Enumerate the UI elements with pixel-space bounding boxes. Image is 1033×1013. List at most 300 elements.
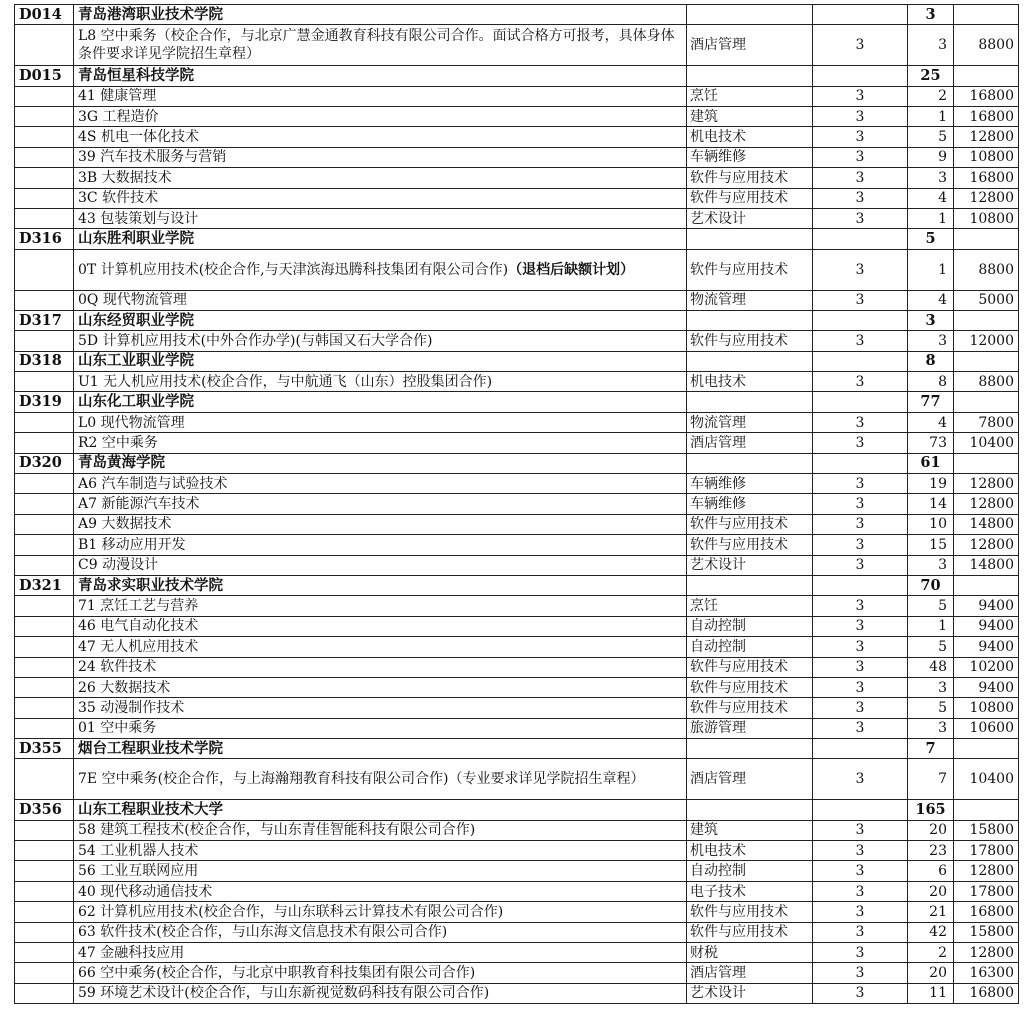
empty-cell [15, 514, 74, 534]
major-category: 车辆维修 [687, 474, 813, 494]
major-name: 01 空中乘务 [78, 720, 157, 737]
school-total-plan: 77 [908, 392, 954, 412]
major-name-cell [74, 820, 687, 840]
major-category: 艺术设计 [687, 208, 813, 228]
plan-count: 4 [908, 188, 954, 208]
study-years: 3 [813, 922, 908, 942]
major-category: 软件与应用技术 [687, 902, 813, 922]
major-name: B1 移动应用开发 [78, 536, 186, 553]
plan-count: 73 [908, 433, 954, 453]
empty-cell [15, 943, 74, 963]
empty-cell [813, 229, 908, 249]
plan-count: 1 [908, 106, 954, 126]
major-category: 物流管理 [687, 412, 813, 432]
major-name-cell [74, 922, 687, 942]
empty-cell [954, 453, 1019, 473]
empty-cell [954, 5, 1019, 25]
major-name: 0Q 现代物流管理 [78, 292, 187, 309]
major-category: 酒店管理 [687, 759, 813, 800]
major-row [15, 494, 1019, 514]
study-years: 3 [813, 25, 908, 66]
school-code: D318 [15, 351, 74, 371]
empty-cell [813, 392, 908, 412]
enrollment-plan-sheet [14, 4, 1018, 1004]
major-row [15, 698, 1019, 718]
empty-cell [15, 922, 74, 942]
major-name: 47 金融科技应用 [78, 944, 185, 961]
tuition-fee: 12800 [954, 943, 1019, 963]
study-years: 3 [813, 249, 908, 290]
major-name-cell [74, 759, 687, 800]
major-name: 41 健康管理 [78, 88, 157, 105]
plan-count: 3 [908, 718, 954, 738]
major-name-cell [74, 698, 687, 718]
major-category: 软件与应用技术 [687, 514, 813, 534]
empty-cell [15, 820, 74, 840]
school-code: D356 [15, 800, 74, 820]
empty-cell [15, 474, 74, 494]
tuition-fee: 16800 [954, 86, 1019, 106]
major-name-cell [74, 637, 687, 657]
study-years: 3 [813, 616, 908, 636]
tuition-fee: 9400 [954, 677, 1019, 697]
empty-cell [687, 453, 813, 473]
major-row [15, 127, 1019, 147]
study-years: 3 [813, 596, 908, 616]
major-name-cell [74, 127, 687, 147]
major-name-cell [74, 596, 687, 616]
school-code: D316 [15, 229, 74, 249]
school-code: D014 [15, 5, 74, 25]
school-row [15, 800, 1019, 820]
school-row [15, 310, 1019, 330]
empty-cell [15, 841, 74, 861]
empty-cell [15, 208, 74, 228]
study-years: 3 [813, 698, 908, 718]
major-name-cell [74, 474, 687, 494]
empty-cell [15, 698, 74, 718]
tuition-fee: 9400 [954, 637, 1019, 657]
plan-count: 21 [908, 902, 954, 922]
plan-count: 5 [908, 637, 954, 657]
tuition-fee: 9400 [954, 616, 1019, 636]
study-years: 3 [813, 902, 908, 922]
study-years: 3 [813, 127, 908, 147]
school-total-plan: 7 [908, 739, 954, 759]
study-years: 3 [813, 637, 908, 657]
plan-count: 3 [908, 555, 954, 575]
plan-count: 1 [908, 249, 954, 290]
tuition-fee: 16800 [954, 168, 1019, 188]
tuition-fee: 16800 [954, 106, 1019, 126]
school-name: 山东胜利职业学院 [74, 229, 687, 249]
major-name-cell [74, 188, 687, 208]
major-name: 63 软件技术(校企合作，与山东海文信息技术有限公司合作) [78, 924, 448, 941]
major-row [15, 188, 1019, 208]
school-name: 青岛恒星科技学院 [74, 66, 687, 86]
major-name-cell [74, 249, 687, 290]
plan-count: 5 [908, 596, 954, 616]
major-name-cell [74, 147, 687, 167]
empty-cell [813, 351, 908, 371]
major-name: R2 空中乘务 [78, 434, 158, 451]
major-name-cell [74, 494, 687, 514]
empty-cell [813, 66, 908, 86]
school-name: 山东经贸职业学院 [74, 310, 687, 330]
study-years: 3 [813, 494, 908, 514]
major-name: 59 环境艺术设计(校企合作，与山东新视觉数码科技有限公司合作) [78, 985, 490, 1002]
school-total-plan: 3 [908, 310, 954, 330]
empty-cell [15, 188, 74, 208]
major-category: 艺术设计 [687, 983, 813, 1003]
major-name: 58 建筑工程技术(校企合作，与山东青佳智能科技有限公司合作) [78, 822, 476, 839]
tuition-fee: 15800 [954, 820, 1019, 840]
major-name-cell [74, 657, 687, 677]
major-row [15, 677, 1019, 697]
school-row [15, 392, 1019, 412]
tuition-fee: 14800 [954, 555, 1019, 575]
study-years: 3 [813, 657, 908, 677]
tuition-fee: 12800 [954, 535, 1019, 555]
major-note: （退档后缺额计划） [508, 261, 635, 278]
major-row [15, 881, 1019, 901]
major-row [15, 412, 1019, 432]
tuition-fee: 10800 [954, 208, 1019, 228]
major-category: 软件与应用技术 [687, 677, 813, 697]
study-years: 3 [813, 555, 908, 575]
study-years: 3 [813, 983, 908, 1003]
major-row [15, 759, 1019, 800]
tuition-fee: 9400 [954, 596, 1019, 616]
major-name: 43 包装策划与设计 [78, 210, 199, 227]
tuition-fee: 10800 [954, 698, 1019, 718]
major-name-cell [74, 290, 687, 310]
major-category: 建筑 [687, 820, 813, 840]
empty-cell [954, 800, 1019, 820]
school-name: 青岛求实职业技术学院 [74, 575, 687, 595]
plan-count: 42 [908, 922, 954, 942]
empty-cell [15, 147, 74, 167]
major-category: 烹饪 [687, 596, 813, 616]
plan-count: 11 [908, 983, 954, 1003]
tuition-fee: 12000 [954, 331, 1019, 351]
study-years: 3 [813, 943, 908, 963]
plan-count: 2 [908, 943, 954, 963]
major-name: 3G 工程造价 [78, 108, 159, 125]
empty-cell [15, 25, 74, 66]
major-name: 62 计算机应用技术(校企合作，与山东联科云计算技术有限公司合作) [78, 903, 504, 920]
school-row [15, 739, 1019, 759]
plan-count: 7 [908, 759, 954, 800]
tuition-fee: 8800 [954, 249, 1019, 290]
tuition-fee: 5000 [954, 290, 1019, 310]
major-name: 35 动漫制作技术 [78, 700, 185, 716]
study-years: 3 [813, 963, 908, 983]
plan-count: 4 [908, 412, 954, 432]
empty-cell [15, 86, 74, 106]
plan-count: 4 [908, 290, 954, 310]
plan-count: 1 [908, 616, 954, 636]
plan-count: 20 [908, 820, 954, 840]
plan-count: 23 [908, 841, 954, 861]
school-name: 山东化工职业学院 [74, 392, 687, 412]
school-total-plan: 3 [908, 5, 954, 25]
empty-cell [15, 535, 74, 555]
major-name: L0 现代物流管理 [78, 414, 185, 431]
major-name: A9 大数据技术 [78, 516, 172, 533]
major-name-cell [74, 535, 687, 555]
major-category: 车辆维修 [687, 147, 813, 167]
empty-cell [15, 718, 74, 738]
school-name: 烟台工程职业技术学院 [74, 739, 687, 759]
major-category: 软件与应用技术 [687, 168, 813, 188]
empty-cell [15, 106, 74, 126]
major-row [15, 596, 1019, 616]
school-total-plan: 25 [908, 66, 954, 86]
major-name: 46 电气自动化技术 [78, 618, 199, 635]
tuition-fee: 7800 [954, 412, 1019, 432]
empty-cell [15, 657, 74, 677]
study-years: 3 [813, 759, 908, 800]
major-name: 71 烹饪工艺与营养 [78, 598, 199, 615]
plan-count: 19 [908, 474, 954, 494]
empty-cell [954, 739, 1019, 759]
plan-count: 3 [908, 168, 954, 188]
plan-count: 9 [908, 147, 954, 167]
empty-cell [15, 555, 74, 575]
tuition-fee: 10200 [954, 657, 1019, 677]
school-total-plan: 8 [908, 351, 954, 371]
major-category: 软件与应用技术 [687, 331, 813, 351]
school-name: 青岛港湾职业技术学院 [74, 5, 687, 25]
major-name: U1 无人机应用技术(校企合作，与中航通飞（山东）控股集团合作) [78, 373, 493, 390]
study-years: 3 [813, 168, 908, 188]
major-category: 车辆维修 [687, 494, 813, 514]
enrollment-plan-table [14, 4, 1019, 1004]
empty-cell [687, 739, 813, 759]
empty-cell [687, 310, 813, 330]
major-name-cell [74, 677, 687, 697]
school-code: D317 [15, 310, 74, 330]
major-category: 机电技术 [687, 841, 813, 861]
major-row [15, 922, 1019, 942]
major-name: 56 工业互联网应用 [78, 863, 199, 880]
tuition-fee: 15800 [954, 922, 1019, 942]
tuition-fee: 17800 [954, 841, 1019, 861]
study-years: 3 [813, 290, 908, 310]
empty-cell [15, 616, 74, 636]
study-years: 3 [813, 86, 908, 106]
major-name: 3C 软件技术 [78, 190, 159, 207]
empty-cell [15, 331, 74, 351]
major-row [15, 820, 1019, 840]
major-category: 电子技术 [687, 881, 813, 901]
major-row [15, 474, 1019, 494]
study-years: 3 [813, 372, 908, 392]
major-row [15, 616, 1019, 636]
school-code: D015 [15, 66, 74, 86]
school-total-plan: 61 [908, 453, 954, 473]
study-years: 3 [813, 331, 908, 351]
study-years: 3 [813, 188, 908, 208]
empty-cell [813, 453, 908, 473]
plan-count: 2 [908, 86, 954, 106]
school-row [15, 351, 1019, 371]
tuition-fee: 16800 [954, 902, 1019, 922]
table-body [15, 5, 1019, 1004]
major-row [15, 535, 1019, 555]
plan-count: 1 [908, 208, 954, 228]
plan-count: 8 [908, 372, 954, 392]
major-name-cell [74, 841, 687, 861]
empty-cell [15, 127, 74, 147]
study-years: 3 [813, 820, 908, 840]
plan-count: 20 [908, 881, 954, 901]
major-name: L8 空中乘务（校企合作，与北京广慧金通教育科技有限公司合作。面试合格方可报考，具体身体条件要求详见学院招生章程） [78, 28, 675, 63]
major-row [15, 861, 1019, 881]
tuition-fee: 12800 [954, 474, 1019, 494]
school-row [15, 5, 1019, 25]
tuition-fee: 12800 [954, 494, 1019, 514]
major-name-cell [74, 331, 687, 351]
major-row [15, 555, 1019, 575]
empty-cell [15, 861, 74, 881]
school-total-plan: 70 [908, 575, 954, 595]
major-name-cell [74, 208, 687, 228]
major-name-cell [74, 861, 687, 881]
empty-cell [954, 310, 1019, 330]
major-name: A6 汽车制造与试验技术 [78, 475, 228, 492]
school-code: D319 [15, 392, 74, 412]
study-years: 3 [813, 718, 908, 738]
major-row [15, 25, 1019, 66]
plan-count: 6 [908, 861, 954, 881]
major-category: 物流管理 [687, 290, 813, 310]
tuition-fee: 17800 [954, 881, 1019, 901]
major-row [15, 168, 1019, 188]
major-category: 财税 [687, 943, 813, 963]
major-row [15, 86, 1019, 106]
major-category: 软件与应用技术 [687, 698, 813, 718]
major-row [15, 147, 1019, 167]
major-category: 软件与应用技术 [687, 188, 813, 208]
tuition-fee: 12800 [954, 188, 1019, 208]
empty-cell [813, 310, 908, 330]
study-years: 3 [813, 677, 908, 697]
plan-count: 20 [908, 963, 954, 983]
major-row [15, 718, 1019, 738]
major-name: 66 空中乘务(校企合作，与北京中职教育科技集团有限公司合作) [78, 965, 476, 982]
major-name: 3B 大数据技术 [78, 169, 172, 186]
empty-cell [813, 5, 908, 25]
school-row [15, 575, 1019, 595]
empty-cell [15, 412, 74, 432]
school-code: D320 [15, 453, 74, 473]
plan-count: 5 [908, 127, 954, 147]
major-name-cell [74, 433, 687, 453]
major-category: 自动控制 [687, 861, 813, 881]
study-years: 3 [813, 474, 908, 494]
major-category: 建筑 [687, 106, 813, 126]
study-years: 3 [813, 208, 908, 228]
empty-cell [15, 290, 74, 310]
empty-cell [954, 351, 1019, 371]
major-name: 0T 计算机应用技术(校企合作,与天津滨海迅腾科技集团有限公司合作) [78, 261, 509, 278]
major-name-cell [74, 555, 687, 575]
major-row [15, 433, 1019, 453]
tuition-fee: 8800 [954, 372, 1019, 392]
study-years: 3 [813, 861, 908, 881]
major-name-cell [74, 412, 687, 432]
school-code: D355 [15, 739, 74, 759]
study-years: 3 [813, 514, 908, 534]
major-name-cell [74, 881, 687, 901]
major-row [15, 841, 1019, 861]
major-row [15, 331, 1019, 351]
study-years: 3 [813, 412, 908, 432]
empty-cell [15, 759, 74, 800]
school-name: 青岛黄海学院 [74, 453, 687, 473]
major-name: 54 工业机器人技术 [78, 842, 199, 859]
tuition-fee: 16800 [954, 983, 1019, 1003]
plan-count: 15 [908, 535, 954, 555]
major-row [15, 963, 1019, 983]
major-category: 软件与应用技术 [687, 249, 813, 290]
major-name-cell [74, 372, 687, 392]
major-row [15, 637, 1019, 657]
major-name: 5D 计算机应用技术(中外合作办学)(与韩国又石大学合作) [78, 332, 433, 349]
major-name: A7 新能源汽车技术 [78, 496, 200, 513]
study-years: 3 [813, 147, 908, 167]
school-code: D321 [15, 575, 74, 595]
empty-cell [954, 229, 1019, 249]
school-row [15, 229, 1019, 249]
study-years: 3 [813, 841, 908, 861]
major-row [15, 372, 1019, 392]
major-row [15, 208, 1019, 228]
empty-cell [687, 5, 813, 25]
major-category: 艺术设计 [687, 555, 813, 575]
empty-cell [15, 963, 74, 983]
major-name: C9 动漫设计 [78, 557, 159, 574]
major-name: 4S 机电一体化技术 [78, 129, 199, 146]
plan-count: 10 [908, 514, 954, 534]
empty-cell [813, 800, 908, 820]
school-row [15, 66, 1019, 86]
major-name-cell [74, 718, 687, 738]
empty-cell [813, 739, 908, 759]
major-name-cell [74, 25, 687, 66]
empty-cell [15, 637, 74, 657]
major-name-cell [74, 983, 687, 1003]
empty-cell [954, 575, 1019, 595]
tuition-fee: 10400 [954, 759, 1019, 800]
major-category: 烹饪 [687, 86, 813, 106]
major-name: 24 软件技术 [78, 659, 157, 676]
plan-count: 3 [908, 25, 954, 66]
major-category: 自动控制 [687, 616, 813, 636]
major-category: 软件与应用技术 [687, 922, 813, 942]
major-row [15, 249, 1019, 290]
major-category: 自动控制 [687, 637, 813, 657]
empty-cell [687, 575, 813, 595]
tuition-fee: 10600 [954, 718, 1019, 738]
major-category: 软件与应用技术 [687, 657, 813, 677]
empty-cell [15, 433, 74, 453]
empty-cell [15, 902, 74, 922]
major-row [15, 983, 1019, 1003]
major-category: 机电技术 [687, 372, 813, 392]
